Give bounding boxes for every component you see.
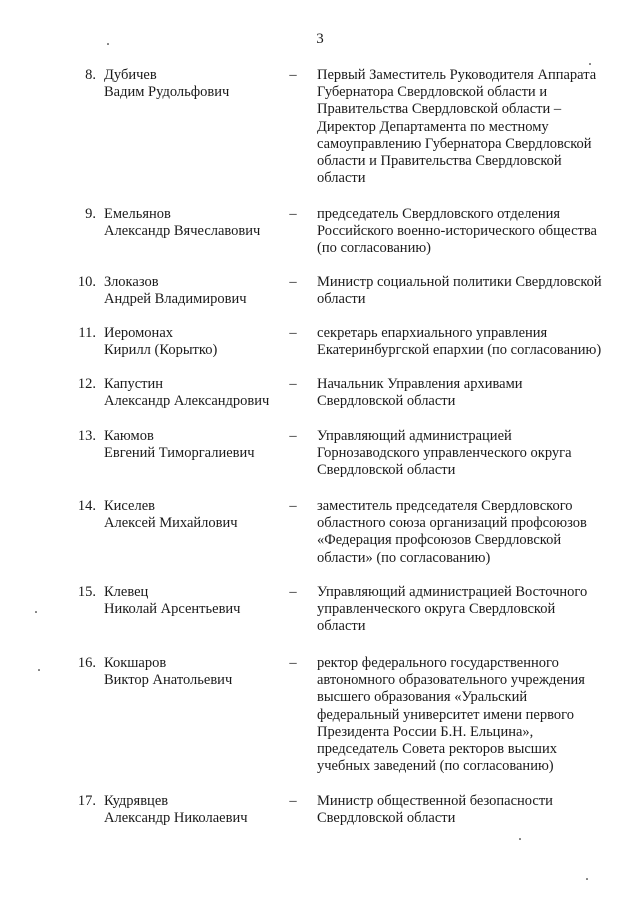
member-position	[317, 498, 623, 567]
position-line: Правительства Свердловской области –	[317, 101, 562, 118]
member-surname: Кудрявцев	[104, 793, 169, 809]
position-line: Управляющий администрацией Восточного	[317, 584, 588, 600]
position-line: Директор Департамента по местному	[317, 118, 549, 135]
position-line: области	[317, 291, 366, 308]
entry-dash: –	[289, 67, 297, 83]
position-line: председатель Свердловского отделения	[317, 206, 561, 222]
member-given-names: Николай Арсентьевич	[104, 601, 241, 618]
entry-number: 14.	[77, 498, 96, 514]
entry-number: 13.	[77, 428, 96, 444]
entry-number: 17.	[77, 793, 96, 809]
position-line: (по согласованию)	[317, 240, 431, 257]
scan-speck	[38, 669, 40, 671]
member-surname: Кокшаров	[104, 655, 167, 671]
position-line: Министр общественной безопасности	[317, 793, 553, 809]
scan-speck	[589, 63, 591, 65]
entry-number: 16.	[77, 655, 96, 671]
entry-dash: –	[289, 498, 297, 514]
scan-speck	[586, 878, 588, 880]
position-line: области» (по согласованию)	[317, 549, 491, 566]
entry-number: 8.	[85, 67, 96, 83]
position-line: Министр социальной политики Свердловской	[317, 274, 602, 290]
position-line: областного союза организаций профсоюзов	[317, 515, 587, 532]
position-line: управленческого округа Свердловской	[317, 601, 556, 618]
position-line: ректор федерального государственного	[317, 655, 559, 671]
position-line: «Федерация профсоюзов Свердловской	[317, 532, 562, 549]
position-line: председатель Совета ректоров высших	[317, 741, 557, 758]
entry-number: 10.	[77, 274, 96, 290]
position-line: Российского военно-исторического общества	[317, 223, 597, 240]
position-line: Свердловской области	[317, 462, 456, 479]
member-surname: Емельянов	[104, 206, 171, 222]
member-position	[317, 428, 623, 480]
position-line: Горнозаводского управленческого округа	[317, 445, 572, 462]
member-surname: Дубичев	[104, 67, 157, 83]
position-line: секретарь епархиального управления	[317, 325, 548, 341]
entry-dash: –	[289, 325, 297, 341]
member-given-names: Александр Николаевич	[104, 810, 248, 827]
member-surname: Капустин	[104, 376, 164, 392]
member-surname: Каюмов	[104, 428, 154, 444]
entry-dash: –	[289, 428, 297, 444]
position-line: автономного образовательного учреждения	[317, 672, 585, 689]
member-name	[104, 206, 279, 240]
entry-number: 9.	[85, 206, 96, 222]
position-line: Управляющий администрацией	[317, 428, 512, 444]
scan-speck	[519, 838, 521, 840]
member-position	[317, 67, 623, 187]
member-position	[317, 793, 623, 827]
scan-speck	[107, 43, 109, 45]
member-surname: Клевец	[104, 584, 149, 600]
member-position	[317, 376, 623, 410]
member-name	[104, 655, 279, 689]
position-line: Екатеринбургской епархии (по согласованию)	[317, 342, 602, 359]
position-line: Свердловской области	[317, 393, 456, 410]
member-surname: Злоказов	[104, 274, 159, 290]
position-line: учебных заведений (по согласованию)	[317, 758, 554, 775]
member-name	[104, 428, 279, 462]
entry-number: 15.	[77, 584, 96, 600]
member-given-names: Вадим Рудольфович	[104, 84, 230, 101]
page-number: 3	[316, 31, 324, 47]
member-name	[104, 67, 279, 101]
member-name	[104, 325, 279, 359]
entry-dash: –	[289, 206, 297, 222]
entry-dash: –	[289, 584, 297, 600]
member-position	[317, 325, 623, 359]
position-line: Губернатора Свердловской области и	[317, 84, 548, 101]
member-position	[317, 584, 623, 636]
position-line: области и Правительства Свердловской	[317, 153, 562, 170]
scan-speck	[35, 611, 37, 613]
member-given-names: Виктор Анатольевич	[104, 672, 233, 689]
position-line: Начальник Управления архивами	[317, 376, 523, 392]
entry-dash: –	[289, 793, 297, 809]
member-given-names: Алексей Михайлович	[104, 515, 238, 532]
member-given-names: Александр Вячеславович	[104, 223, 261, 240]
member-name	[104, 498, 279, 532]
position-line: Президента России Б.Н. Ельцина»,	[317, 723, 534, 740]
member-name	[104, 584, 279, 618]
entry-dash: –	[289, 655, 297, 671]
member-position	[317, 206, 623, 258]
member-position	[317, 274, 623, 308]
position-line: Свердловской области	[317, 810, 456, 827]
position-line: высшего образования «Уральский	[317, 689, 528, 706]
member-given-names: Андрей Владимирович	[104, 291, 247, 308]
entry-number: 11.	[78, 325, 96, 341]
member-given-names: Александр Александрович	[104, 393, 270, 410]
member-given-names: Евгений Тиморгалиевич	[104, 445, 255, 462]
member-name	[104, 274, 279, 308]
entry-dash: –	[289, 274, 297, 290]
position-line: Первый Заместитель Руководителя Аппарата	[317, 67, 597, 83]
position-line: области	[317, 170, 366, 187]
position-line: области	[317, 618, 366, 635]
entry-dash: –	[289, 376, 297, 392]
entry-number: 12.	[77, 376, 96, 392]
member-surname: Киселев	[104, 498, 155, 514]
member-surname: Иеромонах	[104, 325, 174, 341]
position-line: федеральный университет имени первого	[317, 706, 574, 723]
position-line: заместитель председателя Свердловского	[317, 498, 573, 514]
member-position	[317, 655, 623, 775]
member-name	[104, 376, 279, 410]
position-line: самоуправлению Губернатора Свердловской	[317, 135, 592, 152]
member-given-names: Кирилл (Корытко)	[104, 342, 218, 359]
member-name	[104, 793, 279, 827]
